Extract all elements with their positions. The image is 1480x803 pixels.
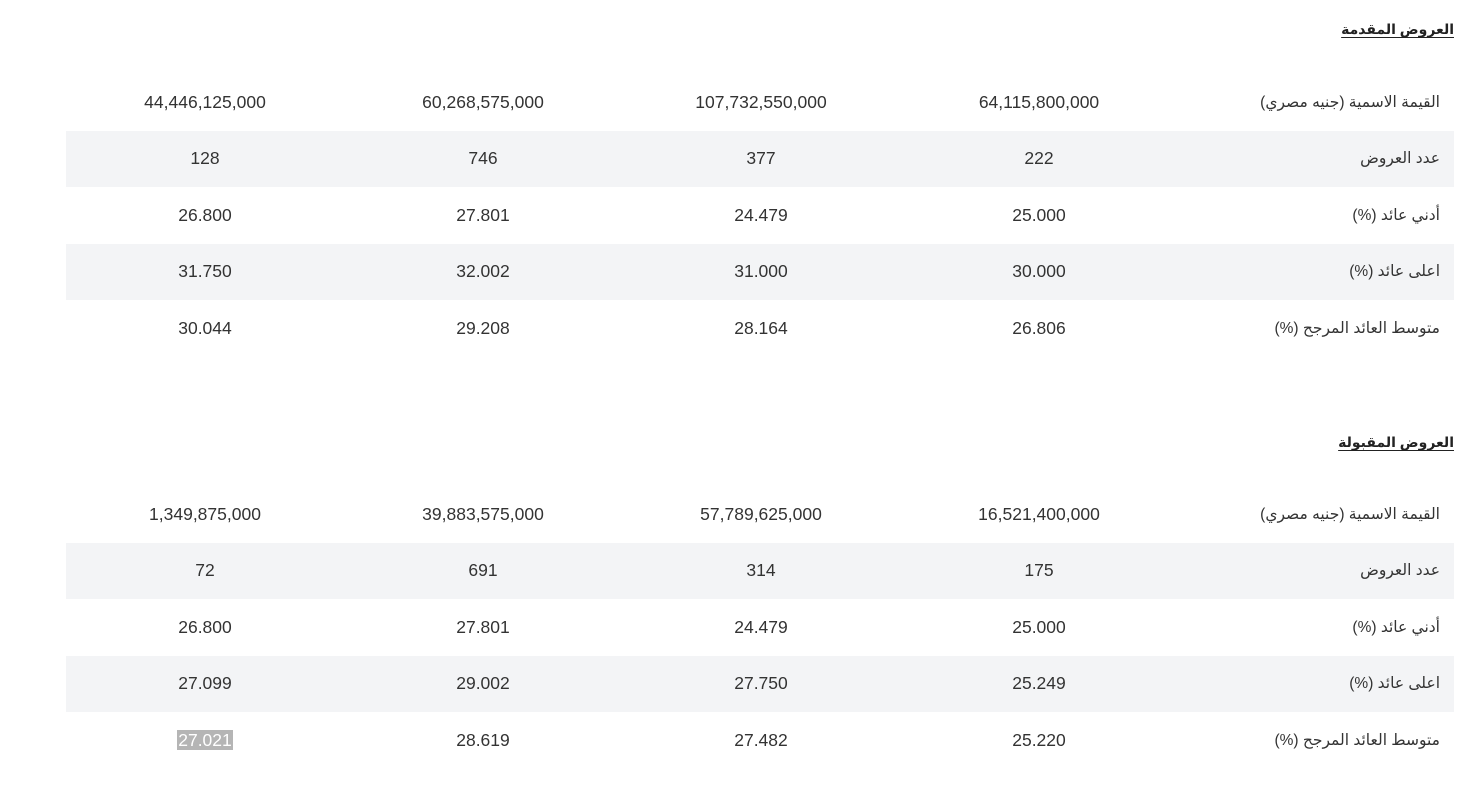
table-row bbox=[66, 131, 1454, 188]
table-cell: 31.750 bbox=[178, 261, 232, 282]
table-cell: 32.002 bbox=[456, 261, 510, 282]
row-label: عدد العروض bbox=[1360, 562, 1440, 580]
table-cell: 30.000 bbox=[1012, 261, 1066, 282]
table-cell: 30.044 bbox=[178, 317, 232, 338]
table-cell: 29.002 bbox=[456, 673, 510, 694]
table-cell: 107,732,550,000 bbox=[695, 91, 827, 112]
table-cell: 39,883,575,000 bbox=[422, 503, 544, 524]
table-row bbox=[66, 244, 1454, 301]
accepted-section-title: العروض المقبولة bbox=[1338, 434, 1454, 450]
table-row bbox=[66, 543, 1454, 600]
table-cell bbox=[66, 712, 344, 769]
row-label: متوسط العائد المرجح (%) bbox=[1274, 731, 1440, 749]
table-cell: 57,789,625,000 bbox=[700, 503, 822, 524]
row-label: اعلى عائد (%) bbox=[1349, 263, 1440, 281]
offered-bids-table bbox=[66, 74, 1454, 357]
table-cell: 25.220 bbox=[1012, 729, 1066, 750]
table-row bbox=[66, 300, 1454, 357]
table-cell: 28.619 bbox=[456, 729, 510, 750]
table-cell: 24.479 bbox=[734, 204, 788, 225]
table-cell: 64,115,800,000 bbox=[978, 91, 1100, 112]
table-cell: 27.801 bbox=[456, 204, 510, 225]
table-cell: 26.806 bbox=[1012, 317, 1066, 338]
table-cell: 28.164 bbox=[734, 317, 788, 338]
row-label: القيمة الاسمية (جنيه مصري) bbox=[1260, 505, 1440, 523]
row-label: أدني عائد (%) bbox=[1352, 618, 1440, 636]
table-cell: 60,268,575,000 bbox=[422, 91, 544, 112]
table-cell: 222 bbox=[1024, 148, 1054, 169]
table-cell: 44,446,125,000 bbox=[144, 91, 266, 112]
table-row bbox=[66, 599, 1454, 656]
table-row bbox=[66, 187, 1454, 244]
table-cell: 72 bbox=[195, 560, 215, 581]
row-label: القيمة الاسمية (جنيه مصري) bbox=[1260, 93, 1440, 111]
table-cell: 314 bbox=[746, 560, 776, 581]
table-cell: 26.800 bbox=[178, 204, 232, 225]
table-row bbox=[66, 656, 1454, 713]
table-cell: 25.000 bbox=[1012, 616, 1066, 637]
table-cell: 27.099 bbox=[178, 673, 232, 694]
accepted-bids-table bbox=[66, 486, 1454, 769]
row-label: متوسط العائد المرجح (%) bbox=[1274, 319, 1440, 337]
table-cell: 25.000 bbox=[1012, 204, 1066, 225]
table-cell: 16,521,400,000 bbox=[978, 503, 1100, 524]
table-cell: 25.249 bbox=[1012, 673, 1066, 694]
table-cell: 24.479 bbox=[734, 616, 788, 637]
row-label: عدد العروض bbox=[1360, 150, 1440, 168]
table-cell: 377 bbox=[746, 148, 776, 169]
table-cell: 31.000 bbox=[734, 261, 788, 282]
selected-text[interactable]: 27.021 bbox=[178, 729, 232, 750]
table-cell: 27.750 bbox=[734, 673, 788, 694]
row-label: أدني عائد (%) bbox=[1352, 206, 1440, 224]
table-cell: 27.801 bbox=[456, 616, 510, 637]
table-row bbox=[66, 486, 1454, 543]
offered-section-title: العروض المقدمة bbox=[1341, 21, 1454, 37]
table-row bbox=[66, 74, 1454, 131]
table-cell: 29.208 bbox=[456, 317, 510, 338]
table-cell: 746 bbox=[468, 148, 498, 169]
table-cell: 27.482 bbox=[734, 729, 788, 750]
table-cell: 1,349,875,000 bbox=[149, 503, 261, 524]
table-cell: 26.800 bbox=[178, 616, 232, 637]
table-row bbox=[66, 712, 1454, 769]
table-cell: 175 bbox=[1024, 560, 1054, 581]
table-cell: 691 bbox=[468, 560, 498, 581]
table-cell: 128 bbox=[190, 148, 220, 169]
row-label: اعلى عائد (%) bbox=[1349, 675, 1440, 693]
